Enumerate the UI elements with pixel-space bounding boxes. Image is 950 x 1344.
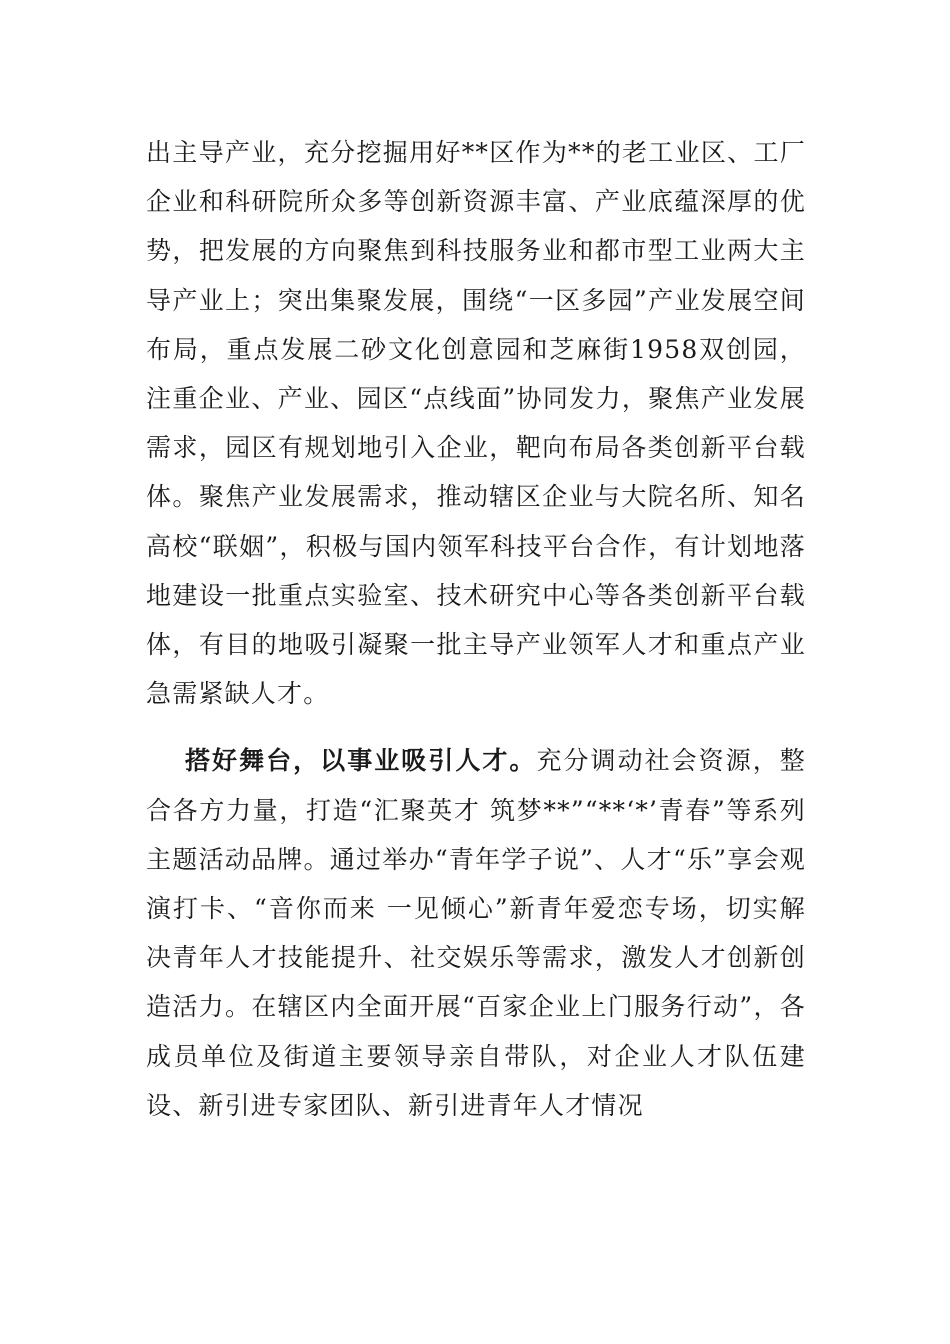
- paragraph-2-text: 充分调动社会资源，整合各方力量，打造“汇聚英才 筑梦**”“**‘*’青春”等系列主题活动品牌。通过举办“青年学子说”、人才“乐”享会观演打卡、“音你而来 一见倾心”新青年爱恋专场，切实解决青年人才技能提升、社交娱乐等需求，激发人才创新创造活力。在辖区内全面开展“百家企业上门服务行动”，各成员单位及街道主要领导亲自带队，对企业人才队伍建设、新引进专家团队、新引进青年人才情况: [146, 746, 806, 1120]
- paragraph-2: [146, 736, 806, 1130]
- paragraph-2-lead: 搭好舞台，以事业吸引人才。: [185, 746, 537, 776]
- paragraph-1-text: 出主导产业，充分挖掘用好**区作为**的老工业区、工厂企业和科研院所众多等创新资源丰富、产业底蕴深厚的优势，把发展的方向聚焦到科技服务业和都市型工业两大主导产业上；突出集聚发展，围绕“一区多园”产业发展空间布局，重点发展二砂文化创意园和芝麻街1958双创园，注重企业、产业、园区“点线面”协同发力，聚焦产业发展需求，园区有规划地引入企业，靶向布局各类创新平台载体。聚焦产业发展需求，推动辖区企业与大院名所、知名高校“联姻”，积极与国内领军科技平台合作，有计划地落地建设一批重点实验室、技术研究中心等各类创新平台载体，有目的地吸引凝聚一批主导产业领军人才和重点产业急需紧缺人才。: [146, 138, 806, 709]
- document-body: [146, 128, 806, 1130]
- paragraph-1: [146, 128, 806, 718]
